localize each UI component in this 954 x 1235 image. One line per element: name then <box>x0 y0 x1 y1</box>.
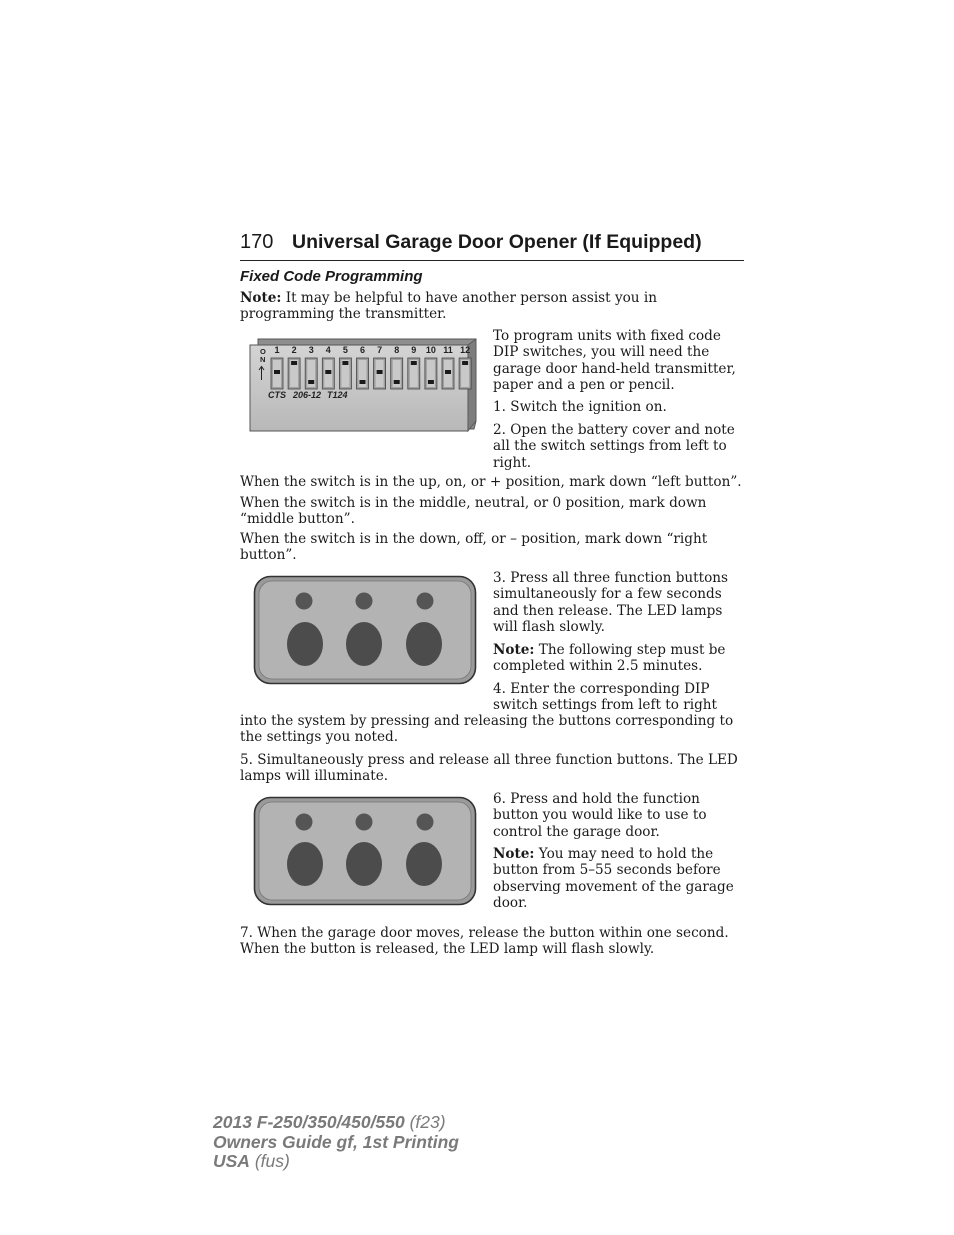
page-header <box>240 228 744 261</box>
function-button-middle <box>346 622 382 666</box>
dip-switch-knob <box>360 380 366 384</box>
note-text: The following step must be completed within 2.5 minutes. <box>493 642 726 675</box>
step-5: 5. Simultaneously press and release all three function buttons. The LED lamps will illuminate. <box>240 752 738 785</box>
function-buttons-illustration-1 <box>253 575 477 685</box>
dip-switch-number: 5 <box>342 345 348 355</box>
footer-model-code: (f23) <box>404 1112 446 1132</box>
dip-switch-illustration <box>248 337 482 433</box>
step-2: 2. Open the battery cover and note all the switch settings from left to right. <box>493 422 735 471</box>
note-label: Note: <box>493 846 535 862</box>
dip-switch-number: 2 <box>291 345 297 355</box>
dip-switch-knob <box>428 380 434 384</box>
note-assist <box>240 290 740 323</box>
function-button-middle <box>346 842 382 886</box>
dip-switch-knob <box>325 370 331 374</box>
footer-model: 2013 F-250/350/450/550 <box>213 1112 405 1132</box>
note-time-limit <box>493 642 743 675</box>
led-left-icon <box>296 814 313 831</box>
led-middle-icon <box>356 814 373 831</box>
dip-switch-knob <box>291 361 297 365</box>
middle-position-paragraph: When the switch is in the middle, neutral, or 0 position, mark down “middle button”. <box>240 495 707 528</box>
dip-caption-model: 206-12 <box>293 390 322 400</box>
led-middle-icon <box>356 593 373 610</box>
page-number: 170 <box>240 231 274 253</box>
function-button-right <box>406 842 442 886</box>
dip-switch-knob <box>445 370 451 374</box>
dip-switch-knob <box>274 370 280 374</box>
footer-market-code: (fus) <box>249 1151 290 1171</box>
dip-switch-knob <box>308 380 314 384</box>
footer <box>213 1113 459 1172</box>
dip-on-label-o: O <box>260 347 266 356</box>
dip-caption-cts: CTS <box>268 390 286 400</box>
dip-switch-knob <box>462 361 468 365</box>
dip-switch-knob <box>411 361 417 365</box>
function-buttons-illustration-2 <box>253 796 477 906</box>
dip-switch-number: 11 <box>443 345 453 355</box>
section-heading: Fixed Code Programming <box>240 268 423 285</box>
dip-switch-number: 1 <box>274 345 280 355</box>
note-text: You may need to hold the button from 5–55 seconds before observing movement of the garage door. <box>493 846 734 912</box>
step-1: 1. Switch the ignition on. <box>493 399 667 415</box>
note-text: It may be helpful to have another person assist you in programming the transmitter. <box>240 290 657 323</box>
dip-caption-code: T124 <box>327 390 348 400</box>
footer-market: USA <box>213 1151 250 1171</box>
function-button-left <box>287 622 323 666</box>
led-right-icon <box>417 593 434 610</box>
page-title: Universal Garage Door Opener (If Equipped) <box>292 231 702 253</box>
step-7: 7. When the garage door moves, release the button within one second. When the button is released, the LED lamp will flash slowly. <box>240 925 729 958</box>
function-button-right <box>406 622 442 666</box>
dip-on-label-n: N <box>260 355 266 364</box>
note-label: Note: <box>493 642 535 658</box>
footer-line-3 <box>213 1152 459 1172</box>
dip-switch-number: 7 <box>377 345 383 355</box>
dip-switch-knob <box>342 361 348 365</box>
step-4-part-2: into the system by pressing and releasing the buttons corresponding to the settings you noted. <box>240 713 734 746</box>
led-left-icon <box>296 593 313 610</box>
note-label: Note: <box>240 290 282 306</box>
note-hold-duration <box>493 846 743 912</box>
footer-line-2 <box>213 1133 459 1153</box>
dip-switch-knob <box>394 380 400 384</box>
step-4-part-1: 4. Enter the corresponding DIP switch settings from left to right <box>493 681 718 714</box>
led-right-icon <box>417 814 434 831</box>
footer-line-1 <box>213 1113 459 1133</box>
dip-switch-number: 12 <box>460 345 471 355</box>
dip-switch-number: 9 <box>411 345 417 355</box>
footer-edition: Owners Guide gf, 1st Printing <box>213 1131 459 1152</box>
step-3: 3. Press all three function buttons simultaneously for a few seconds and then release. The LED lamps will flash slowly. <box>493 570 729 636</box>
dip-switch-number: 8 <box>394 345 400 355</box>
dip-switch-knob <box>377 370 383 374</box>
dip-switch-number: 4 <box>325 345 331 355</box>
intro-paragraph: To program units with fixed code DIP switches, you will need the garage door hand-held transmitter, paper and a pen or pencil. <box>493 328 736 394</box>
dip-switch-number: 3 <box>308 345 314 355</box>
dip-switch-number: 10 <box>425 345 436 355</box>
function-button-left <box>287 842 323 886</box>
up-position-paragraph: When the switch is in the up, on, or + position, mark down “left button”. <box>240 474 742 490</box>
down-position-paragraph: When the switch is in the down, off, or – position, mark down “right button”. <box>240 531 708 564</box>
dip-switch-number: 6 <box>359 345 366 355</box>
step-6: 6. Press and hold the function button you would like to use to control the garage door. <box>493 791 707 840</box>
